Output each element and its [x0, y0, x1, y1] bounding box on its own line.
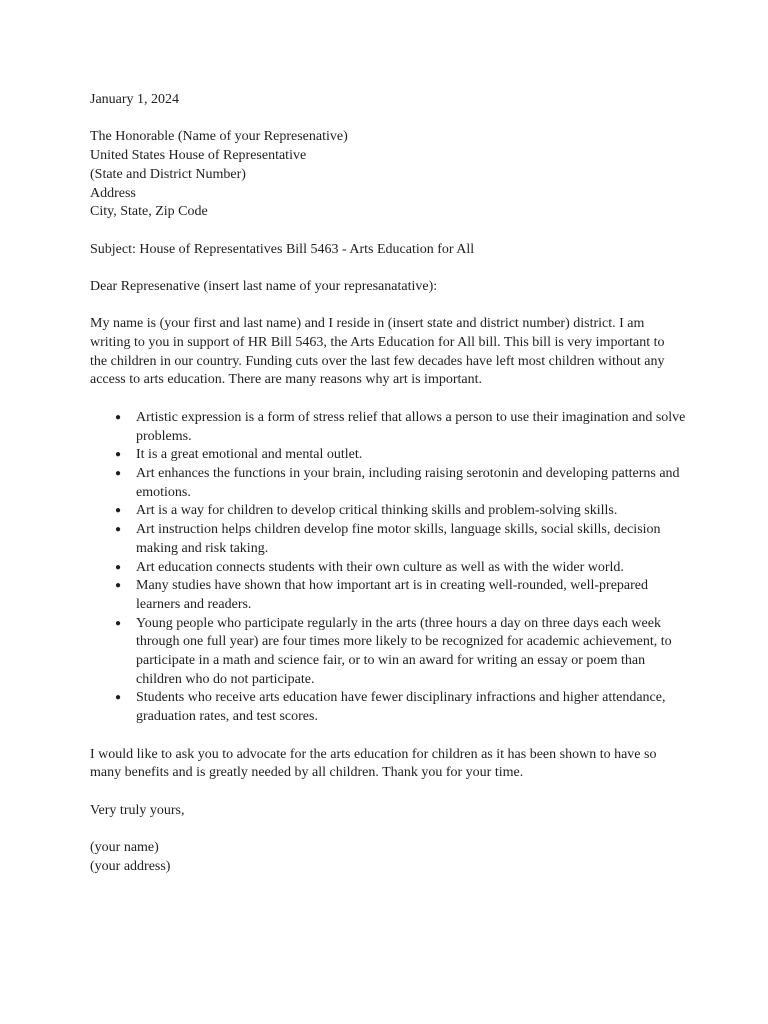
bullet-icon: ● — [115, 561, 122, 573]
intro-paragraph — [90, 315, 690, 390]
list-item-line: Young people who participate regularly in the arts (three hours a day on three days each week — [136, 615, 661, 631]
spacer — [90, 297, 690, 316]
list-item-line: emotions. — [136, 484, 191, 500]
benefits-list — [90, 409, 690, 727]
list-item — [90, 689, 686, 726]
spacer — [90, 820, 690, 839]
bullet-icon: ● — [115, 524, 122, 536]
list-item-line: It is a great emotional and mental outlet. — [136, 447, 363, 463]
list-item-line: Students who receive arts education have fewer disciplinary infractions and higher attendance, — [136, 690, 666, 706]
signature-name: (your name) — [90, 840, 159, 855]
bullet-icon: ● — [115, 449, 122, 461]
bullet-icon: ● — [115, 467, 122, 479]
list-item-line: through one full year) are four times more likely to be recognized for academic achievement, to — [136, 634, 672, 650]
salutation: Dear Represenative (insert last name of your represanatative): — [90, 278, 438, 294]
paragraph-line: the children in our country. Funding cuts over the last few decades have left most children without any — [90, 353, 665, 369]
spacer — [90, 727, 690, 746]
letter-date: January 1, 2024 — [90, 92, 180, 107]
bullet-icon: ● — [115, 505, 122, 517]
list-item-line: Art education connects students with their own culture as well as with the wider world. — [136, 559, 624, 575]
list-item-line: making and risk taking. — [136, 540, 269, 556]
list-item — [90, 521, 686, 558]
list-item — [90, 559, 686, 578]
signoff: Very truly yours, — [90, 802, 185, 818]
list-item-line: children who do not participate. — [136, 671, 315, 687]
spacer — [90, 259, 690, 278]
list-item — [90, 577, 686, 614]
bullet-icon: ● — [115, 692, 122, 704]
signature-block — [90, 839, 690, 876]
spacer — [90, 110, 690, 129]
recipient-line: City, State, Zip Code — [90, 204, 208, 220]
recipient-line: Address — [90, 185, 136, 201]
subject-line: Subject: House of Representatives Bill 5463 - Arts Education for All — [90, 241, 475, 257]
list-item-line: Art instruction helps children develop fine motor skills, language skills, social skills, decision — [136, 522, 661, 538]
bullet-icon: ● — [115, 580, 122, 592]
spacer — [90, 222, 690, 241]
recipient-line: United States House of Representative — [90, 148, 307, 164]
recipient-block — [90, 128, 690, 222]
list-item-line: learners and readers. — [136, 596, 252, 612]
paragraph-line: I would like to ask you to advocate for the arts education for children as it has been shown to have so — [90, 746, 657, 762]
bullet-icon: ● — [115, 617, 122, 629]
paragraph-line: My name is (your first and last name) and I reside in (insert state and district number) district. I am — [90, 316, 645, 332]
signature-address: (your address) — [90, 858, 171, 874]
list-item-line: problems. — [136, 428, 192, 444]
recipient-line: The Honorable (Name of your Represenative) — [90, 129, 348, 145]
list-item-line: graduation rates, and test scores. — [136, 709, 318, 725]
paragraph-line: writing to you in support of HR Bill 5463, the Arts Education for All bill. This bill is very important to — [90, 335, 665, 351]
letter-page — [90, 91, 690, 876]
recipient-line: (State and District Number) — [90, 166, 246, 182]
list-item-line: Many studies have shown that how important art is in creating well-rounded, well-prepared — [136, 578, 649, 594]
paragraph-line: many benefits and is greatly needed by all children. Thank you for your time. — [90, 765, 524, 781]
list-item-line: participate in a math and science fair, or to win an award for writing an essay or poem than — [136, 653, 646, 669]
paragraph-line: access to arts education. There are many reasons why art is important. — [90, 372, 482, 388]
list-item — [90, 465, 686, 502]
spacer — [90, 783, 690, 802]
bullet-icon: ● — [115, 411, 122, 423]
list-item-line: Artistic expression is a form of stress relief that allows a person to use their imagination and solve — [136, 409, 686, 425]
list-item — [90, 502, 686, 521]
closing-paragraph — [90, 746, 690, 783]
list-item — [90, 409, 686, 446]
list-item-line: Art enhances the functions in your brain, including raising serotonin and developing patterns and — [136, 465, 680, 481]
list-item-line: Art is a way for children to develop critical thinking skills and problem-solving skills. — [136, 503, 618, 519]
list-item — [90, 615, 686, 690]
list-item — [90, 446, 686, 465]
spacer — [90, 390, 690, 409]
